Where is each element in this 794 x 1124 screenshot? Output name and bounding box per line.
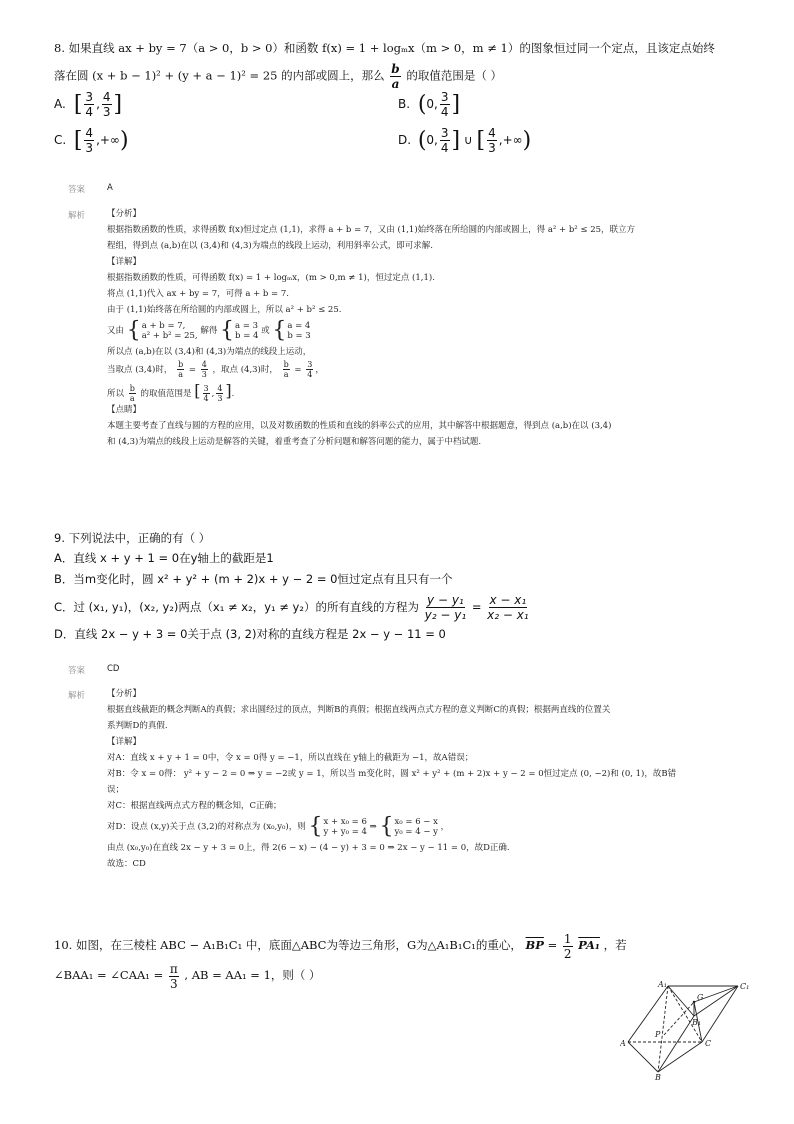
- q9-option-b[interactable]: B．当m变化时，圆 x² + y² + (m + 2)x + y − 2 = 0恒过定点有且只有一个: [54, 572, 453, 586]
- q9-system-2: { x₀ = 6 − x y₀ = 4 − y: [379, 813, 438, 839]
- q8-dj-line1: 本题主要考查了直线与圆的方程的应用，以及对数函数的性质和直线的斜率公式的应用，其中解答中根据题意，得到点 (a,b)在以 (3,4): [107, 421, 612, 431]
- q8-option-c[interactable]: C. [ $\frac{4}{3}$ ,+∞): [54, 126, 129, 155]
- q8-analysis-label: 解析: [68, 211, 86, 221]
- q10-label-a1: A₁: [658, 980, 667, 989]
- q9-xj-b1: 对B：令 x = 0得： y² + y − 2 = 0 ⇒ y = −2或 y = 1，所以当 m变化时，圆 x² + y² + (m + 2)x + y − 2 = 0恒过定点 (0, −2)和 (0, 1)，故B错: [107, 769, 677, 779]
- q8-fenxi-line1: 根据指数函数的性质，求得函数 f(x)恒过定点 (1,1)，求得 a + b = 7，又由 (1,1)始终落在所给圆的内部或圆上，得 a² + b² ≤ 25，联立方: [107, 225, 636, 235]
- q8-stem-line2: [54, 62, 502, 91]
- q9-xj-d: 对D：设点 (x,y)关于点 (3,2)的对称点为 (x₀,y₀)，则 { x + x₀ = 6 y + y₀ = 4 ⇒ { x₀ = 6 − x y₀ = 4 − y ，: [107, 813, 450, 839]
- q9-xj-b2: 误；: [107, 785, 125, 795]
- q8-system-2: { a = 3 b = 4: [220, 317, 259, 343]
- q10-prism-figure: [620, 980, 760, 1080]
- q9-option-c[interactable]: C．过 (x₁, y₁)，(x₂, y₂)两点（x₁ ≠ x₂，y₁ ≠ y₂）的所有直线的方程为 $\frac{\text{y − y₁}}{\text{y₂ − y₁}}$ = $\frac{\text{x − x₁}}{\text{x₂ − x₁}}$: [54, 593, 529, 622]
- q8-xiangjie-heading: 【详解】: [107, 257, 142, 267]
- q8-option-d[interactable]: D. (0, $\frac{3}{4}$ ] ∪ [ $\frac{4}{3}$ ,+∞): [398, 126, 532, 155]
- q9-system-1: { x + x₀ = 6 y + y₀ = 4: [308, 813, 367, 839]
- q10-label-p: P: [655, 1030, 661, 1039]
- q8-xj-line1: 根据指数函数的性质，可得函数 f(x) = 1 + logₘx，(m > 0,m ≠ 1)，恒过定点 (1,1).: [107, 273, 435, 283]
- q8-xj-line5: 所以点 (a,b)在以 (3,4)和 (4,3)为端点的线段上运动，: [107, 347, 312, 357]
- q10-label-c1: C₁: [740, 982, 750, 991]
- q8-xj-line7: 所以 $\frac{b}{a}$ 的取值范围是 [ $\frac{3}{4}$ , $\frac{4}{3}$ ].: [107, 381, 235, 403]
- q8-stem-line1: 8. 如果直线 ax + by = 7（a > 0，b > 0）和函数 f(x) = 1 + logₘx（m > 0，m ≠ 1）的图象恒过同一个定点，且该定点始终: [54, 41, 715, 55]
- q10-label-g: G: [697, 993, 704, 1002]
- q10-label-b: B: [655, 1073, 661, 1080]
- q9-option-a[interactable]: A．直线 x + y + 1 = 0在y轴上的截距是1: [54, 551, 274, 565]
- q10-label-a: A: [620, 1039, 626, 1048]
- q9-analysis-label: 解析: [68, 691, 86, 701]
- q10-stem-line2: ∠BAA₁ = ∠CAA₁ = $\frac{\pi}{3}$ , AB = AA₁ = 1，则（ ）: [54, 961, 321, 991]
- q8-stem-line2-b: 的取值范围是（ ）: [406, 68, 502, 83]
- q10-vector-pa1: PA₁: [578, 938, 600, 952]
- q8-answer-value: A: [107, 183, 113, 193]
- q8-dianjing-heading: 【点睛】: [107, 405, 142, 415]
- q8-fenxi-line2: 程组，得到点 (a,b)在以 (3,4)和 (4,3)为端点的线段上运动，利用斜率公式，即可求解.: [107, 241, 433, 251]
- q9-stem: 9. 下列说法中，正确的有（ ）: [54, 531, 211, 545]
- q8-option-a[interactable]: A. [ $\frac{3}{4}$ , $\frac{4}{3}$ ]: [54, 90, 123, 119]
- q8-ratio-fraction: $\frac{b}{a}$: [391, 62, 400, 91]
- q9-xj-c: 对C：根据直线两点式方程的概念知，C正确；: [107, 801, 282, 811]
- q8-system-1: { a + b = 7, a² + b² = 25,: [126, 317, 198, 343]
- q10-label-c: C: [705, 1039, 712, 1048]
- q8-xj-line3: 由于 (1,1)始终落在所给圆的内部或圆上，所以 a² + b² ≤ 25.: [107, 305, 342, 315]
- q9-option-d[interactable]: D．直线 2x − y + 3 = 0关于点 (3, 2)对称的直线方程是 2x − y − 11 = 0: [54, 627, 446, 641]
- q8-fenxi-heading: 【分析】: [107, 209, 142, 219]
- q10-stem-line1: 10. 如图，在三棱柱 ABC − A₁B₁C₁ 中，底面△ABC为等边三角形，G为△A₁B₁C₁的重心， $\overline{BP}$ = $\frac{1}{2}$ PA₁ ，若: [54, 931, 627, 961]
- q8-system-3: { a = 4 b = 3: [272, 317, 311, 343]
- q9-solution: [107, 686, 727, 872]
- q8-xj-line2: 将点 (1,1)代入 ax + by = 7，可得 a + b = 7.: [107, 289, 289, 299]
- q8-xj-line6: 当取点 (3,4)时， $\frac{b}{a}$ = $\frac{4}{3}$ ，取点 (4,3)时， $\frac{b}{a}$ = $\frac{3}{4}$ ，: [107, 360, 324, 379]
- q8-answer-label: 答案: [68, 185, 86, 195]
- q8-xj-line4: 又由 { a + b = 7, a² + b² = 25, 解得 { a = 3 b = 4 或 { a = 4 b = 3: [107, 317, 311, 343]
- q8-option-b[interactable]: B. (0, $\frac{3}{4}$ ]: [398, 90, 461, 119]
- q9-fx-line1: 根据直线截距的概念判断A的真假；求出圆经过的顶点，判断B的真假；根据直线两点式方程的意义判断C的真假；根据两直线的位置关: [107, 705, 611, 715]
- q9-xj-f: 故选：CD: [107, 859, 146, 869]
- q9-answer-label: 答案: [68, 666, 86, 676]
- q8-dj-line2: 和 (4,3)为端点的线段上运动是解答的关键，着重考查了分析问题和解答问题的能力，属于中档试题.: [107, 437, 482, 447]
- q9-answer-row: [68, 664, 120, 676]
- q10-vector-bp: $\overline{BP}$: [525, 938, 544, 952]
- q9-xiangjie-heading: 【详解】: [107, 737, 142, 747]
- q8-stem-line2-a: 落在圆 (x + b − 1)² + (y + a − 1)² = 25 的内部或圆上，那么: [54, 68, 385, 83]
- q9-fx-line2: 系判断D的真假.: [107, 721, 168, 731]
- q8-solution: [107, 206, 727, 450]
- q9-xj-a: 对A：直线 x + y + 1 = 0中，令 x = 0得 y = −1，所以直线在 y轴上的截距为 −1，故A错误；: [107, 753, 474, 763]
- q8-answer-row: [68, 183, 113, 195]
- q9-xj-e: 由点 (x₀,y₀)在直线 2x − y + 3 = 0上，得 2(6 − x) − (4 − y) + 3 = 0 ⇒ 2x − y − 11 = 0，故D正确.: [107, 843, 510, 853]
- q9-fenxi-heading: 【分析】: [107, 689, 142, 699]
- q9-answer-value: CD: [107, 664, 120, 674]
- q10-label-b1: B₁: [692, 1018, 702, 1027]
